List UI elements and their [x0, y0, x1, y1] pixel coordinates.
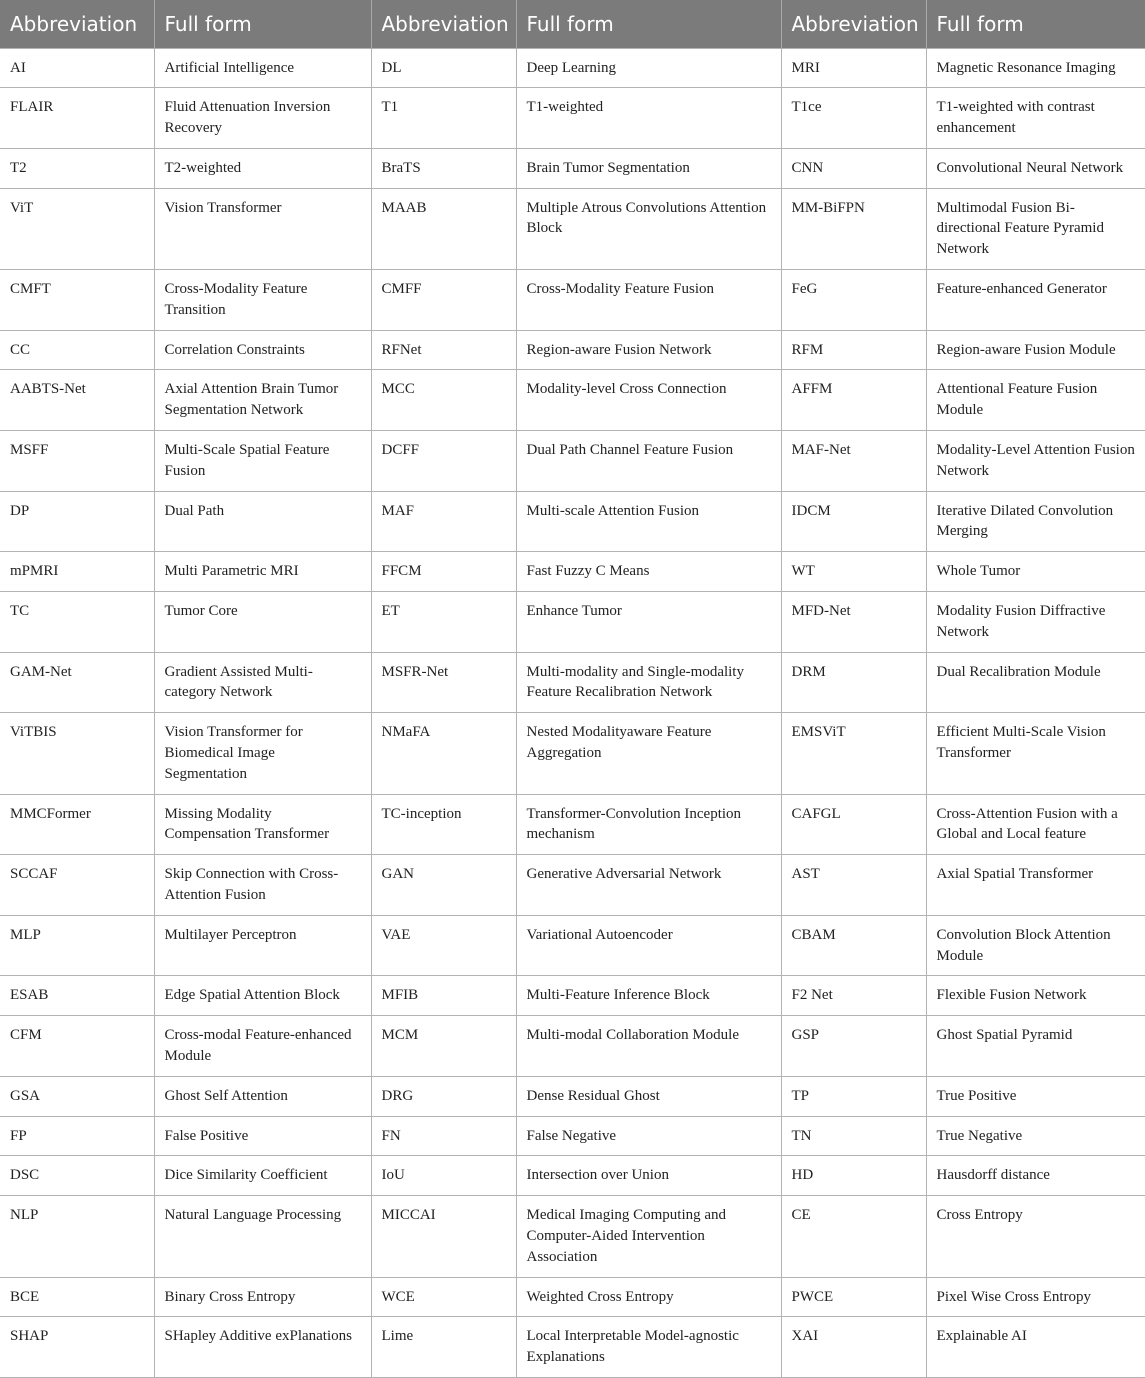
- table-row: [0, 855, 1145, 916]
- full-form-cell: True Negative: [926, 1116, 1145, 1156]
- full-form-cell: Dense Residual Ghost: [516, 1076, 781, 1116]
- abbreviation-cell: ViTBIS: [0, 713, 154, 794]
- header-full-form: Full form: [926, 0, 1145, 48]
- full-form-cell: Multi Parametric MRI: [154, 552, 371, 592]
- full-form-cell: Feature-enhanced Generator: [926, 270, 1145, 331]
- table-row: [0, 431, 1145, 492]
- abbreviation-cell: GSP: [781, 1016, 926, 1077]
- full-form-cell: Artificial Intelligence: [154, 48, 371, 88]
- full-form-cell: Missing Modality Compensation Transformer: [154, 794, 371, 855]
- abbreviation-cell: GSA: [0, 1076, 154, 1116]
- abbreviation-cell: MMCFormer: [0, 794, 154, 855]
- full-form-cell: Region-aware Fusion Network: [516, 330, 781, 370]
- abbreviation-cell: ESAB: [0, 976, 154, 1016]
- full-form-cell: Local Interpretable Model-agnostic Explanations: [516, 1317, 781, 1378]
- abbreviation-cell: MFD-Net: [781, 592, 926, 653]
- full-form-cell: Correlation Constraints: [154, 330, 371, 370]
- full-form-cell: Weighted Cross Entropy: [516, 1277, 781, 1317]
- full-form-cell: Modality-level Cross Connection: [516, 370, 781, 431]
- full-form-cell: SHapley Additive exPlanations: [154, 1317, 371, 1378]
- table-row: [0, 713, 1145, 794]
- abbreviation-cell: DCFF: [371, 431, 516, 492]
- abbreviation-cell: CMFT: [0, 270, 154, 331]
- full-form-cell: Ghost Self Attention: [154, 1076, 371, 1116]
- abbreviation-cell: BraTS: [371, 148, 516, 188]
- full-form-cell: Brain Tumor Segmentation: [516, 148, 781, 188]
- table-body: [0, 48, 1145, 1377]
- abbreviation-cell: TN: [781, 1116, 926, 1156]
- abbreviation-cell: CE: [781, 1196, 926, 1277]
- full-form-cell: T1-weighted with contrast enhancement: [926, 88, 1145, 149]
- abbreviation-cell: DP: [0, 491, 154, 552]
- full-form-cell: Intersection over Union: [516, 1156, 781, 1196]
- full-form-cell: Pixel Wise Cross Entropy: [926, 1277, 1145, 1317]
- abbreviation-cell: MAF-Net: [781, 431, 926, 492]
- full-form-cell: False Negative: [516, 1116, 781, 1156]
- abbreviation-cell: RFM: [781, 330, 926, 370]
- full-form-cell: Ghost Spatial Pyramid: [926, 1016, 1145, 1077]
- table-row: [0, 148, 1145, 188]
- table-row: [0, 1116, 1145, 1156]
- table-row: [0, 370, 1145, 431]
- full-form-cell: Region-aware Fusion Module: [926, 330, 1145, 370]
- full-form-cell: Multimodal Fusion Bi-directional Feature Pyramid Network: [926, 188, 1145, 269]
- abbreviation-cell: AI: [0, 48, 154, 88]
- abbreviation-cell: MFIB: [371, 976, 516, 1016]
- abbreviation-cell: NMaFA: [371, 713, 516, 794]
- abbreviation-cell: FP: [0, 1116, 154, 1156]
- abbreviation-cell: NLP: [0, 1196, 154, 1277]
- abbreviation-cell: DRG: [371, 1076, 516, 1116]
- abbreviation-cell: MCC: [371, 370, 516, 431]
- full-form-cell: Enhance Tumor: [516, 592, 781, 653]
- abbreviation-cell: AABTS-Net: [0, 370, 154, 431]
- full-form-cell: Edge Spatial Attention Block: [154, 976, 371, 1016]
- table-row: [0, 491, 1145, 552]
- full-form-cell: Axial Spatial Transformer: [926, 855, 1145, 916]
- full-form-cell: Magnetic Resonance Imaging: [926, 48, 1145, 88]
- abbreviation-cell: CAFGL: [781, 794, 926, 855]
- header-abbreviation: Abbreviation: [371, 0, 516, 48]
- table-row: [0, 88, 1145, 149]
- abbreviation-cell: AST: [781, 855, 926, 916]
- full-form-cell: False Positive: [154, 1116, 371, 1156]
- table-row: [0, 48, 1145, 88]
- abbreviation-cell: VAE: [371, 915, 516, 976]
- table-row: [0, 794, 1145, 855]
- full-form-cell: Cross Entropy: [926, 1196, 1145, 1277]
- abbreviation-cell: MSFF: [0, 431, 154, 492]
- abbreviation-cell: MLP: [0, 915, 154, 976]
- abbreviation-cell: IoU: [371, 1156, 516, 1196]
- header-abbreviation: Abbreviation: [781, 0, 926, 48]
- abbreviation-cell: T2: [0, 148, 154, 188]
- full-form-cell: Tumor Core: [154, 592, 371, 653]
- full-form-cell: Axial Attention Brain Tumor Segmentation Network: [154, 370, 371, 431]
- table-row: [0, 1317, 1145, 1378]
- full-form-cell: Efficient Multi-Scale Vision Transformer: [926, 713, 1145, 794]
- abbreviation-cell: MRI: [781, 48, 926, 88]
- full-form-cell: Iterative Dilated Convolution Merging: [926, 491, 1145, 552]
- abbreviation-cell: ET: [371, 592, 516, 653]
- full-form-cell: Multiple Atrous Convolutions Attention Block: [516, 188, 781, 269]
- full-form-cell: Dice Similarity Coefficient: [154, 1156, 371, 1196]
- full-form-cell: Binary Cross Entropy: [154, 1277, 371, 1317]
- abbreviation-cell: DRM: [781, 652, 926, 713]
- full-form-cell: Multi-scale Attention Fusion: [516, 491, 781, 552]
- abbreviation-cell: mPMRI: [0, 552, 154, 592]
- table-row: [0, 915, 1145, 976]
- abbreviation-cell: Lime: [371, 1317, 516, 1378]
- abbreviation-cell: MAAB: [371, 188, 516, 269]
- full-form-cell: T1-weighted: [516, 88, 781, 149]
- abbreviation-cell: MCM: [371, 1016, 516, 1077]
- table-row: [0, 592, 1145, 653]
- full-form-cell: Flexible Fusion Network: [926, 976, 1145, 1016]
- abbreviation-cell: T1: [371, 88, 516, 149]
- full-form-cell: Whole Tumor: [926, 552, 1145, 592]
- table-row: [0, 1196, 1145, 1277]
- full-form-cell: Cross-Modality Feature Fusion: [516, 270, 781, 331]
- abbreviation-cell: MAF: [371, 491, 516, 552]
- abbreviation-cell: CMFF: [371, 270, 516, 331]
- abbreviation-cell: SCCAF: [0, 855, 154, 916]
- full-form-cell: Nested Modalityaware Feature Aggregation: [516, 713, 781, 794]
- full-form-cell: Dual Recalibration Module: [926, 652, 1145, 713]
- abbreviation-cell: F2 Net: [781, 976, 926, 1016]
- table-row: [0, 652, 1145, 713]
- abbreviation-cell: TP: [781, 1076, 926, 1116]
- abbreviation-cell: DL: [371, 48, 516, 88]
- full-form-cell: Hausdorff distance: [926, 1156, 1145, 1196]
- abbreviation-cell: RFNet: [371, 330, 516, 370]
- abbreviation-cell: CNN: [781, 148, 926, 188]
- abbreviation-cell: FeG: [781, 270, 926, 331]
- abbreviation-cell: T1ce: [781, 88, 926, 149]
- header-abbreviation: Abbreviation: [0, 0, 154, 48]
- full-form-cell: Attentional Feature Fusion Module: [926, 370, 1145, 431]
- full-form-cell: Vision Transformer: [154, 188, 371, 269]
- full-form-cell: Multi-modality and Single-modality Feature Recalibration Network: [516, 652, 781, 713]
- full-form-cell: True Positive: [926, 1076, 1145, 1116]
- abbreviation-cell: TC-inception: [371, 794, 516, 855]
- abbreviation-cell: MICCAI: [371, 1196, 516, 1277]
- full-form-cell: Fluid Attenuation Inversion Recovery: [154, 88, 371, 149]
- full-form-cell: T2-weighted: [154, 148, 371, 188]
- table-row: [0, 270, 1145, 331]
- table-row: [0, 1156, 1145, 1196]
- abbreviation-cell: PWCE: [781, 1277, 926, 1317]
- header-full-form: Full form: [154, 0, 371, 48]
- full-form-cell: Generative Adversarial Network: [516, 855, 781, 916]
- abbreviation-cell: WT: [781, 552, 926, 592]
- table-row: [0, 1277, 1145, 1317]
- table-row: [0, 188, 1145, 269]
- abbreviation-cell: TC: [0, 592, 154, 653]
- table-row: [0, 1076, 1145, 1116]
- full-form-cell: Cross-modal Feature-enhanced Module: [154, 1016, 371, 1077]
- full-form-cell: Deep Learning: [516, 48, 781, 88]
- full-form-cell: Multi-modal Collaboration Module: [516, 1016, 781, 1077]
- full-form-cell: Modality Fusion Diffractive Network: [926, 592, 1145, 653]
- table-row: [0, 552, 1145, 592]
- full-form-cell: Explainable AI: [926, 1317, 1145, 1378]
- full-form-cell: Modality-Level Attention Fusion Network: [926, 431, 1145, 492]
- full-form-cell: Medical Imaging Computing and Computer-Aided Intervention Association: [516, 1196, 781, 1277]
- table-row: [0, 330, 1145, 370]
- full-form-cell: Skip Connection with Cross-Attention Fusion: [154, 855, 371, 916]
- abbreviation-cell: SHAP: [0, 1317, 154, 1378]
- abbreviation-cell: DSC: [0, 1156, 154, 1196]
- abbreviation-cell: MSFR-Net: [371, 652, 516, 713]
- full-form-cell: Dual Path Channel Feature Fusion: [516, 431, 781, 492]
- abbreviation-cell: GAM-Net: [0, 652, 154, 713]
- full-form-cell: Transformer-Convolution Inception mechanism: [516, 794, 781, 855]
- full-form-cell: Gradient Assisted Multi-category Network: [154, 652, 371, 713]
- full-form-cell: Natural Language Processing: [154, 1196, 371, 1277]
- full-form-cell: Convolution Block Attention Module: [926, 915, 1145, 976]
- abbreviation-cell: FFCM: [371, 552, 516, 592]
- full-form-cell: Cross-Modality Feature Transition: [154, 270, 371, 331]
- abbreviation-cell: IDCM: [781, 491, 926, 552]
- abbreviation-cell: XAI: [781, 1317, 926, 1378]
- table-row: [0, 976, 1145, 1016]
- abbreviation-cell: FN: [371, 1116, 516, 1156]
- abbreviation-cell: HD: [781, 1156, 926, 1196]
- full-form-cell: Multi-Feature Inference Block: [516, 976, 781, 1016]
- header-full-form: Full form: [516, 0, 781, 48]
- full-form-cell: Vision Transformer for Biomedical Image Segmentation: [154, 713, 371, 794]
- abbreviation-cell: MM-BiFPN: [781, 188, 926, 269]
- full-form-cell: Fast Fuzzy C Means: [516, 552, 781, 592]
- full-form-cell: Multilayer Perceptron: [154, 915, 371, 976]
- full-form-cell: Cross-Attention Fusion with a Global and Local feature: [926, 794, 1145, 855]
- abbreviation-cell: EMSViT: [781, 713, 926, 794]
- abbreviation-cell: ViT: [0, 188, 154, 269]
- abbreviation-cell: CC: [0, 330, 154, 370]
- abbreviation-cell: WCE: [371, 1277, 516, 1317]
- abbreviation-cell: AFFM: [781, 370, 926, 431]
- abbreviation-cell: CFM: [0, 1016, 154, 1077]
- full-form-cell: Convolutional Neural Network: [926, 148, 1145, 188]
- table-header: [0, 0, 1145, 48]
- header-row: [0, 0, 1145, 48]
- abbreviation-cell: CBAM: [781, 915, 926, 976]
- table-row: [0, 1016, 1145, 1077]
- full-form-cell: Multi-Scale Spatial Feature Fusion: [154, 431, 371, 492]
- abbreviation-cell: BCE: [0, 1277, 154, 1317]
- full-form-cell: Dual Path: [154, 491, 371, 552]
- full-form-cell: Variational Autoencoder: [516, 915, 781, 976]
- abbreviation-cell: GAN: [371, 855, 516, 916]
- abbreviation-cell: FLAIR: [0, 88, 154, 149]
